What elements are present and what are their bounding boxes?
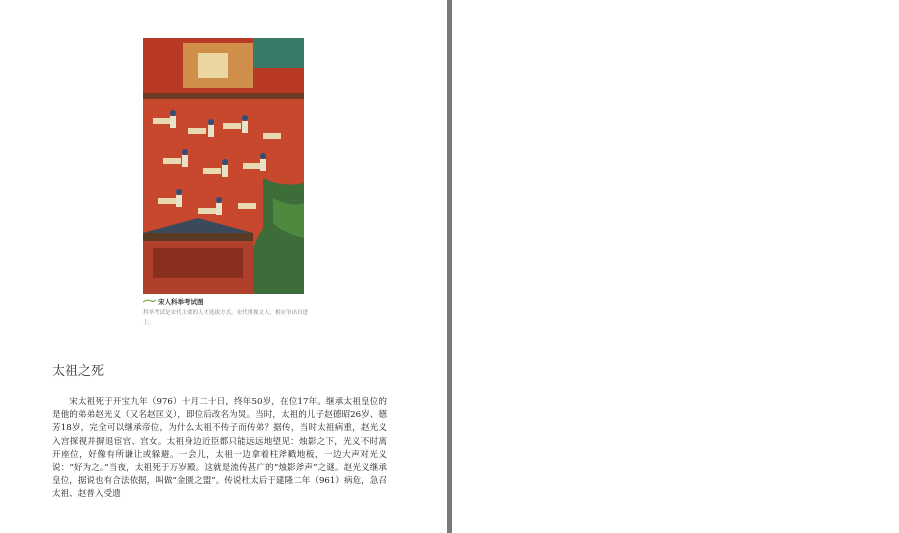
section-title-taizu-death: 太祖之死 [52, 364, 105, 379]
caption-text: 科举考试是宋代主要的人才选拔方式。宋代重视文人，相应争出自进士。 [143, 310, 309, 326]
right-page [452, 0, 899, 533]
left-body-text [52, 396, 387, 502]
paragraph: 宋太祖死于开宝九年（976）十月二十日，终年50岁，在位17年。继承太祖皇位的是他的弟弟赵光义（又名赵匡义），即位后改名为炅。当时，太祖的儿子赵德昭26岁、德芳18岁，完全可以继承帝位，为什么太祖不传子而传弟？据传，当时太祖病重，赵光义入宫探视并摒退宦官、宫女。太祖身边近臣都只能远远地望见：烛影之下，光义不时离开座位，好像有所谦让或躲避。一会儿，太祖一边拿着柱斧戳地板，一边大声对光义说：“好为之。”当夜，太祖死于万岁殿。这就是流传甚广的“烛影斧声”之谜。赵光义继承皇位，据说也有合法依据，叫做“金匮之盟”。传说杜太后于建隆二年（961）病危，急召太祖、赵普入受遗 [52, 397, 387, 500]
imperial-exam-painting [143, 38, 304, 294]
illustration-caption [143, 297, 311, 328]
left-page [0, 0, 447, 533]
caption-title [143, 297, 311, 306]
painting-image [143, 38, 304, 294]
caption-title-text: 宋人科举考试图 [158, 298, 204, 306]
leaf-icon [143, 299, 156, 304]
